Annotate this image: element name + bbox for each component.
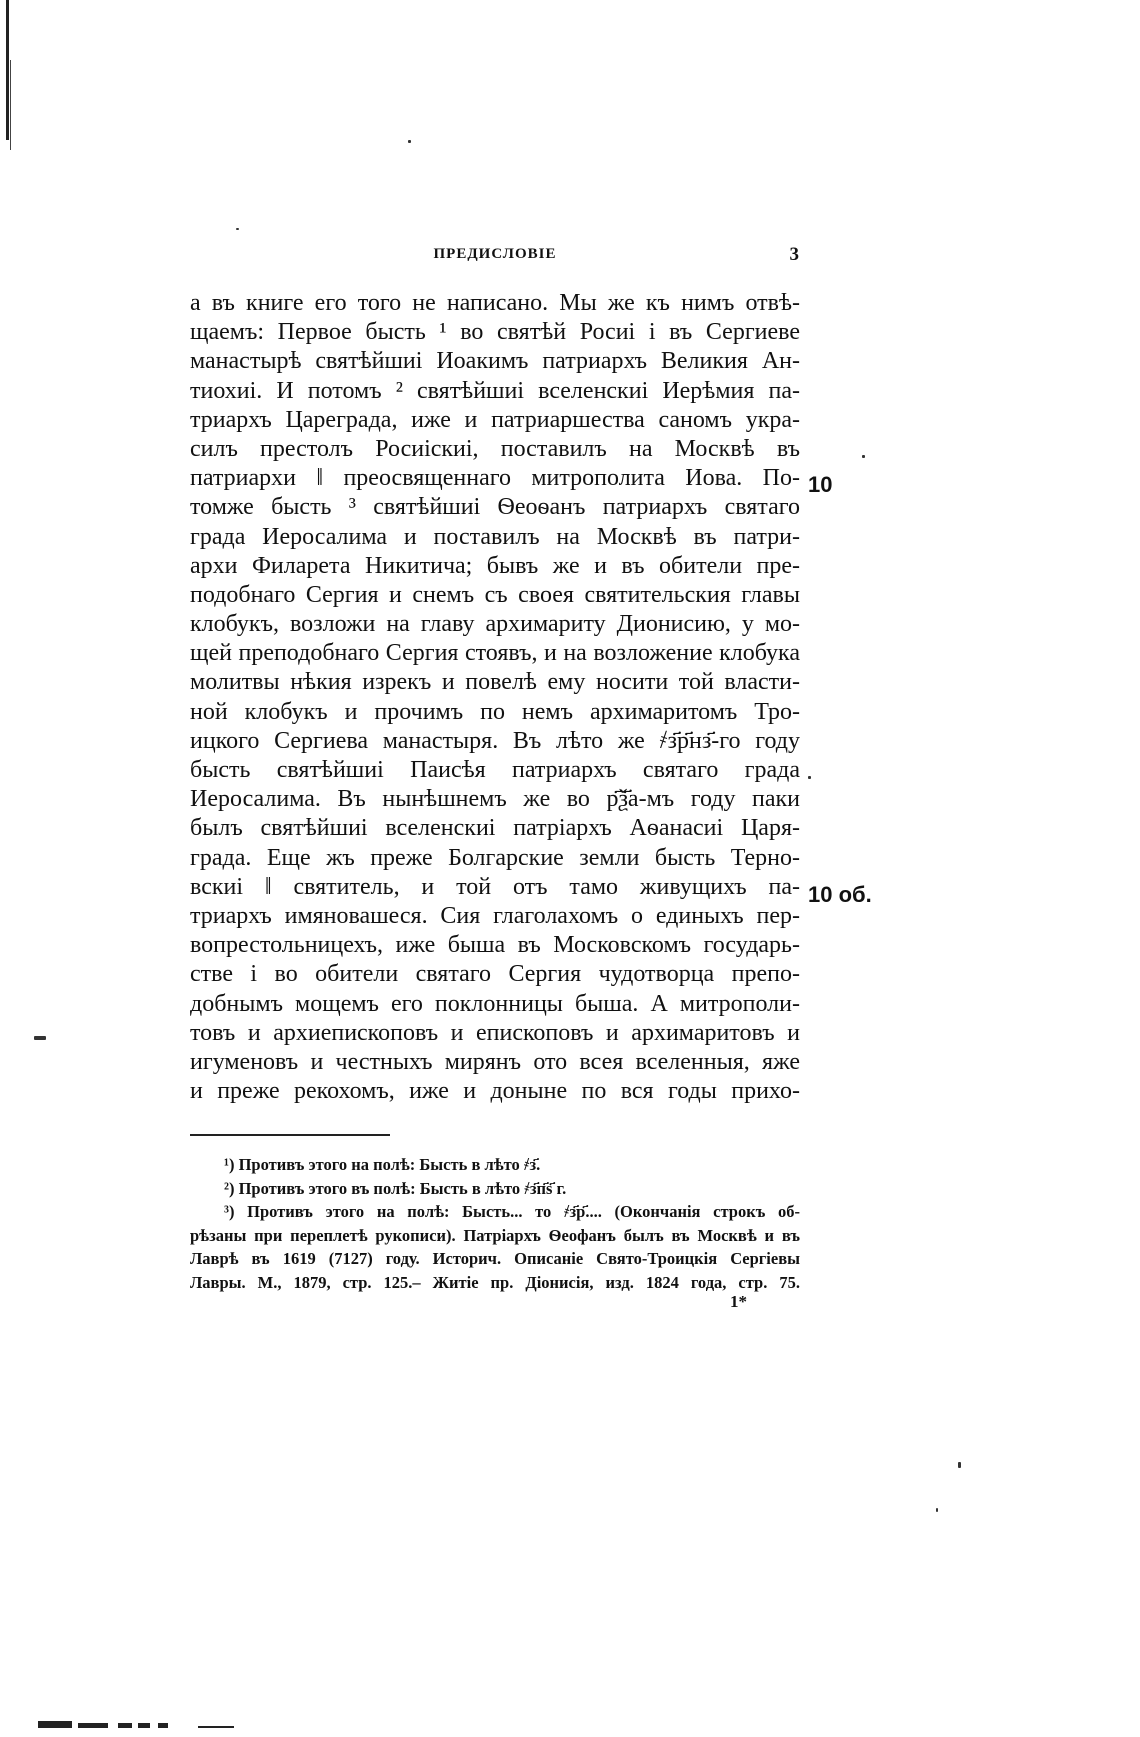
page-number: 3 xyxy=(789,244,800,265)
scan-speck xyxy=(862,455,865,458)
text-line: и преже рекохомъ, иже и доныне по вся годы прихо- xyxy=(190,1078,800,1105)
text-line: бысть святѣйшиі Паисѣя патриархъ святаго града xyxy=(190,757,800,783)
text-line: товъ и архиепископовъ и епископовъ и архимаритовъ и xyxy=(190,1019,800,1046)
text-line: клобукъ, возложи на главу архимариту Дионисию, у мо- xyxy=(190,611,800,638)
text-line: стве і во обители святаго Сергия чудотворца препо- xyxy=(190,961,800,988)
scan-speck xyxy=(408,140,411,143)
margin-note-folio-verso: 10 об. xyxy=(808,882,872,907)
scan-bottom-marks xyxy=(38,1723,238,1729)
text-line: а въ книге его того не написано. Мы же къ нимъ отвѣ- xyxy=(190,290,800,316)
text-line: вопрестольницехъ, иже быша въ Московскомъ государь- xyxy=(190,932,800,959)
scan-edge-mark xyxy=(6,0,9,140)
scan-edge-mark xyxy=(10,60,11,150)
text-line: града. Еще жъ преже Болгарские земли бысть Терно- xyxy=(190,844,800,871)
text-line: патриархи ‖ преосвященнаго митрополита Иова. По- xyxy=(190,465,800,492)
text-line: силъ престолъ Росиіскиі, поставилъ на Москвѣ въ xyxy=(190,435,800,462)
text-line: щей преподобнаго Сергия стоявъ, и на возложение клобука xyxy=(190,640,800,667)
text-line: былъ святѣйшиі вселенскиі патріархъ Аѳанасиі Царя- xyxy=(190,815,800,842)
footnotes xyxy=(190,1153,800,1294)
page-title: ПРЕДИСЛОВІЕ xyxy=(433,246,557,262)
signature-mark: 1* xyxy=(730,1292,747,1311)
footnote: ²) Противъ этого въ полѣ: Бысть в лѣто ҂з҃п҃s҃ г. xyxy=(224,1178,567,1198)
scan-speck xyxy=(958,1462,961,1468)
footnote: ¹) Противъ этого на полѣ: Бысть в лѣто ҂з҃. xyxy=(224,1155,541,1174)
text-line: манастырѣ святѣйшиі Иоакимъ патриархъ Великия Ан- xyxy=(190,348,800,375)
main-text xyxy=(190,289,800,1106)
text-line: тиохиі. И потомъ ² святѣйшиі вселенскиі Иерѣмия па- xyxy=(190,377,800,404)
scan-speck xyxy=(236,228,239,230)
footnote-continuation: Лаврѣ въ 1619 (7127) году. Историч. Описаніе Свято-Троицкія Сергіевы xyxy=(190,1249,800,1268)
text-line: добнымъ мощемъ его поклонницы быша. А митрополи- xyxy=(190,990,800,1017)
text-line: ной клобукъ и прочимъ по немъ архимаритомъ Тро- xyxy=(190,698,800,725)
scan-speck xyxy=(936,1508,938,1512)
text-line: молитвы нѣкия изрекъ и повелѣ ему носити той власти- xyxy=(190,669,800,696)
text-line: ицкого Сергиева манастыря. Въ лѣто же ҂з҃р҃нз҃-го году xyxy=(190,727,800,754)
text-line: архи Филарета Никитича; бывъ же и въ обители пре- xyxy=(190,552,800,579)
footnote-separator xyxy=(190,1134,390,1136)
scan-speck xyxy=(34,1036,46,1040)
margin-note-folio: 10 xyxy=(808,472,833,497)
text-line: игуменовъ и честныхъ мирянъ ото всея вселенныя, яже xyxy=(190,1048,800,1075)
text-line: подобнаго Сергия и снемъ съ своея святительския главы xyxy=(190,581,800,608)
text-line: града Иеросалима и поставилъ на Москвѣ въ патри- xyxy=(190,523,800,550)
text-line: триархъ имяновашеся. Сия глаголахомъ о единыхъ пер- xyxy=(190,902,800,929)
footnote-continuation: Лавры. М., 1879, стр. 125.– Житіе пр. Діонисія, изд. 1824 года, стр. 75. xyxy=(190,1272,800,1292)
text-line: триархъ Цареграда, иже и патриаршества саномъ укра- xyxy=(190,406,800,433)
text-line: щаемъ: Первое бысть ¹ во святѣй Росиі і въ Сергиеве xyxy=(190,319,800,346)
text-line: Иеросалима. Въ нынѣшнемъ же во р҃ѯ҃а-мъ году паки xyxy=(190,786,800,813)
footnote: ³) Противъ этого на полѣ: Бысть... то ҂з҃р҃.... (Окончанія строкъ об- xyxy=(224,1202,800,1221)
text-line: вскиі ‖ святитель, и той отъ тамо живущихъ па- xyxy=(190,873,800,900)
footnote-continuation: рѣзаны при переплетѣ рукописи). Патріархъ Ѳеофанъ былъ въ Москвѣ и въ xyxy=(190,1225,800,1245)
text-line: томже бысть ³ святѣйшиі Ѳеоѳанъ патриархъ святаго xyxy=(190,494,800,521)
scan-speck xyxy=(808,776,811,779)
